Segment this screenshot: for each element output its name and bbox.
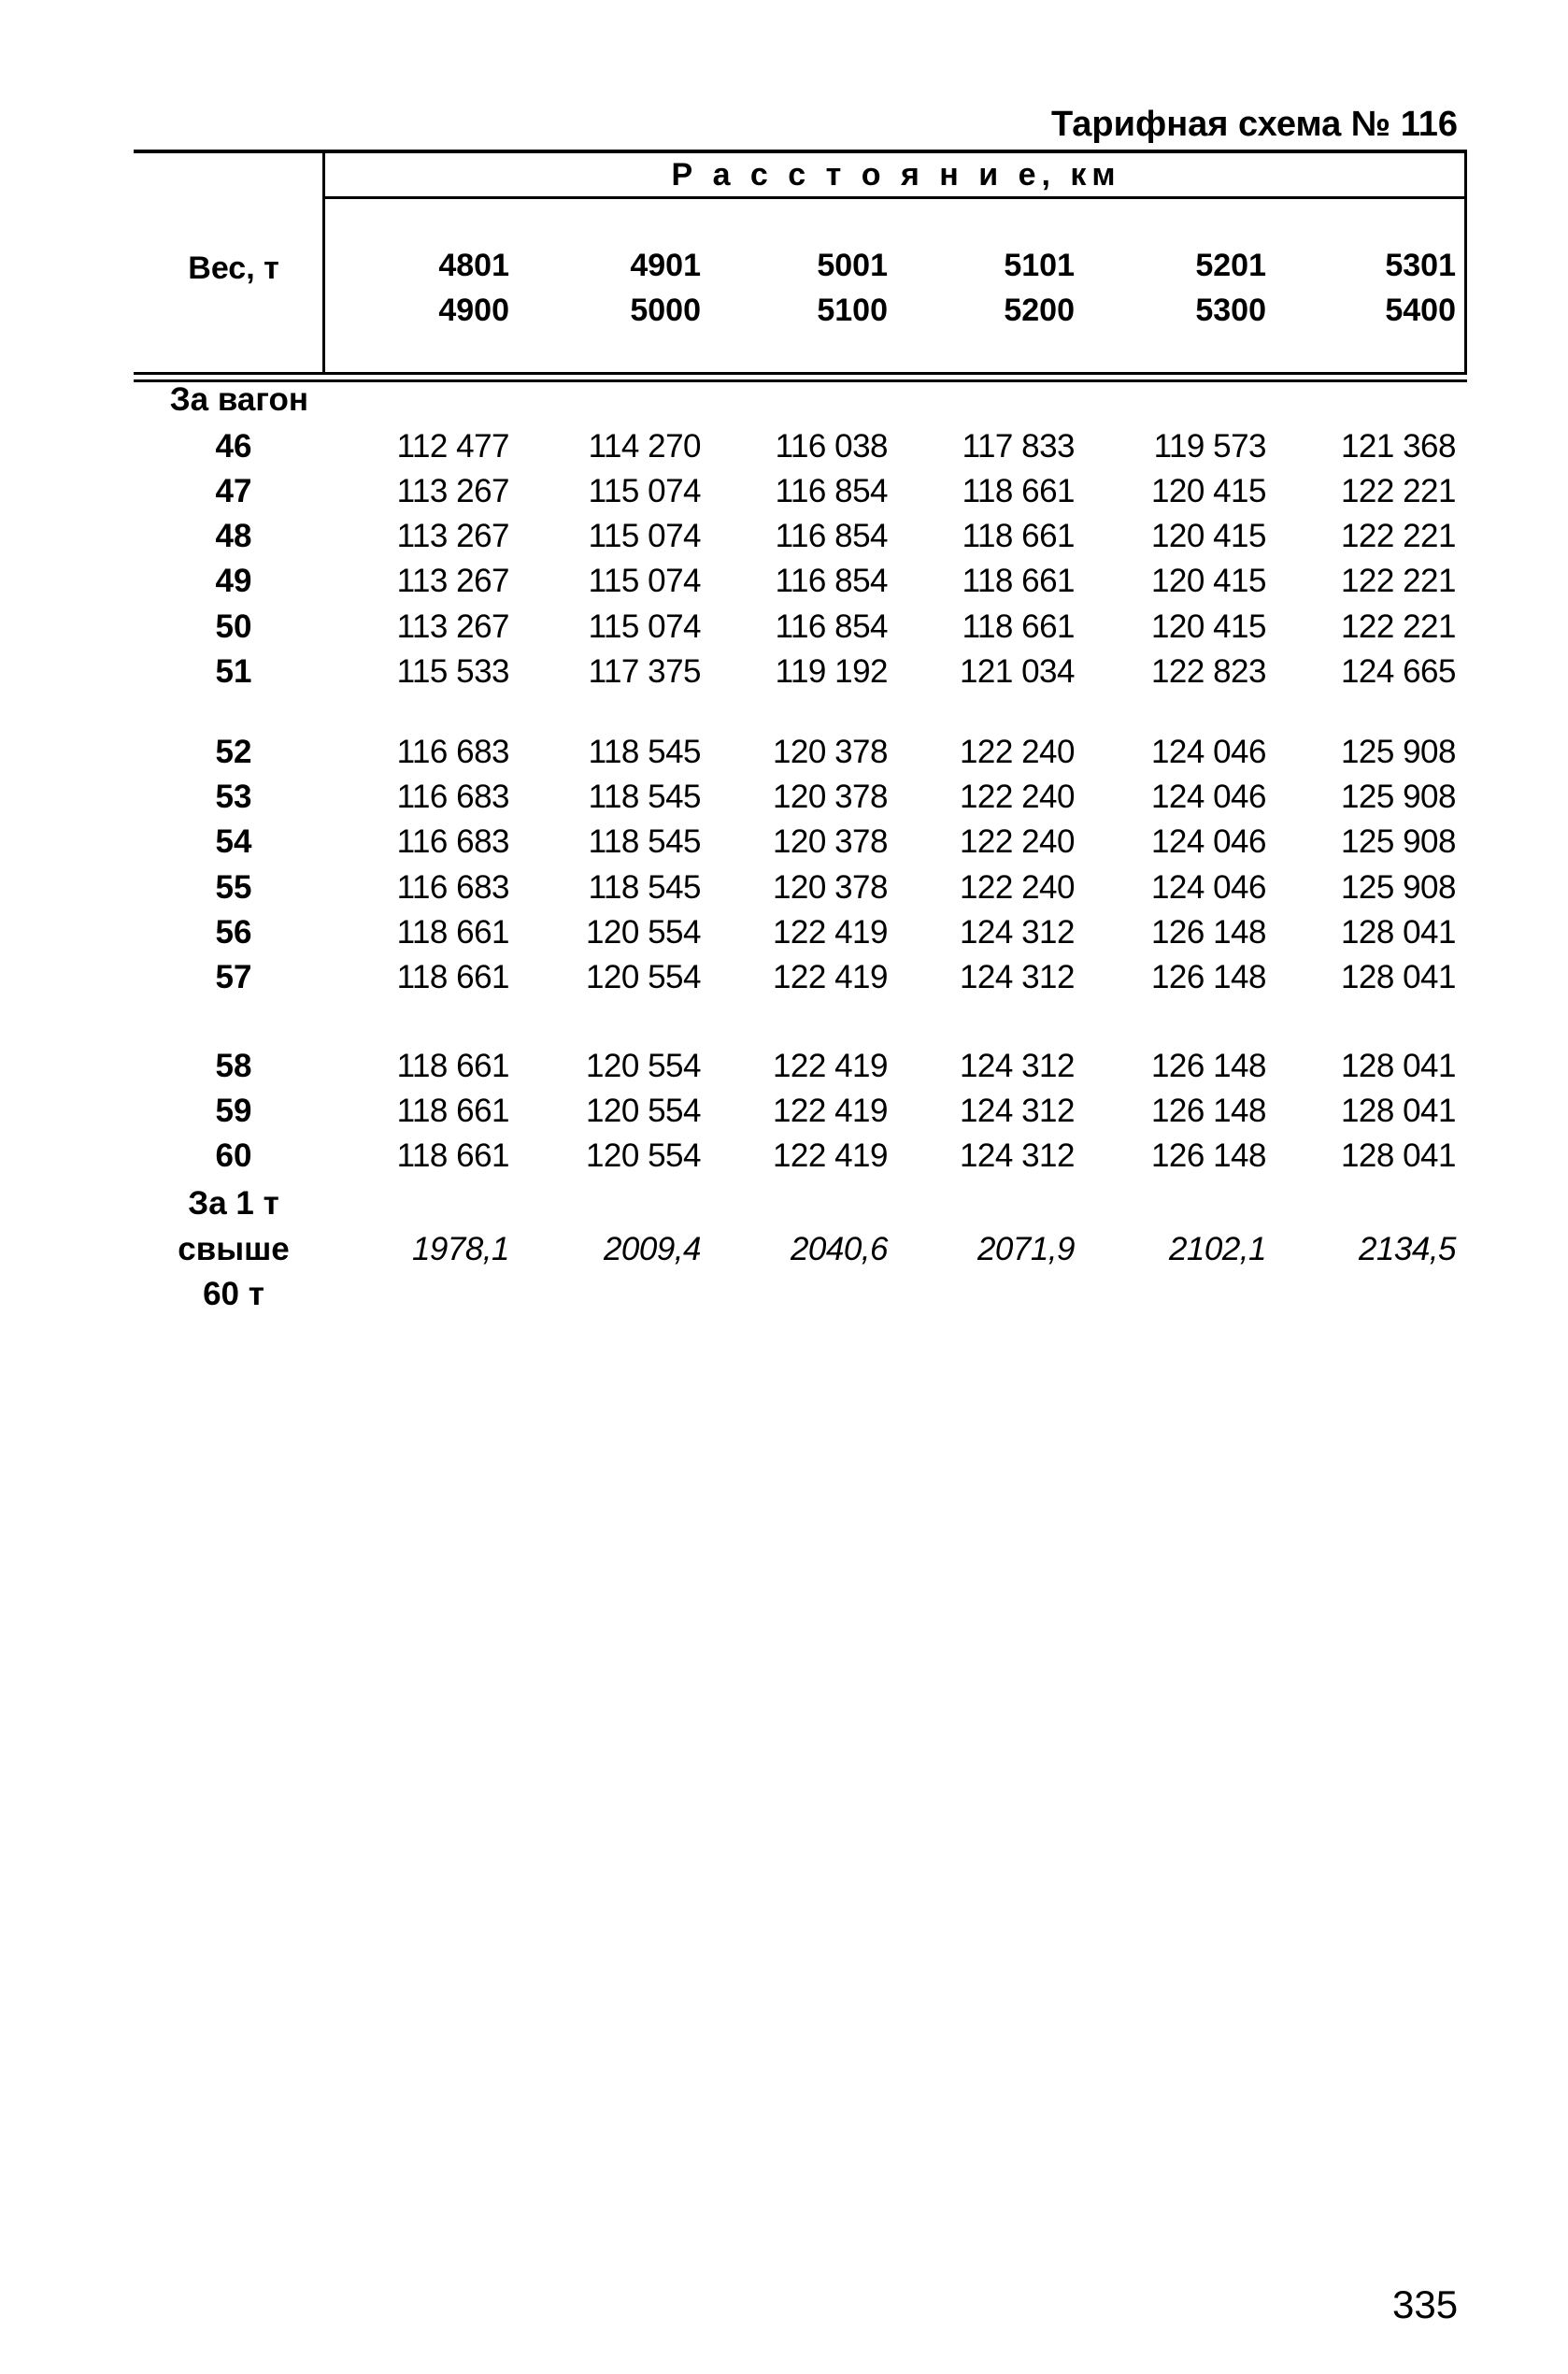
tariff-cell: 118 545 xyxy=(588,779,701,815)
tariff-cell: 115 074 xyxy=(588,473,701,509)
column-header-2 xyxy=(514,243,701,333)
tariff-cell: 124 046 xyxy=(1150,779,1266,815)
weight-cell: 56 xyxy=(215,914,252,951)
tariff-cell: 120 554 xyxy=(585,1137,701,1174)
tariff-cell: 118 661 xyxy=(962,518,1075,554)
tariff-cell: 118 661 xyxy=(396,1048,509,1084)
tariff-cell: 113 267 xyxy=(396,518,509,554)
tariff-cell: 120 554 xyxy=(585,959,701,995)
weight-header: Вес, т xyxy=(188,250,279,286)
tariff-cell: 122 221 xyxy=(1340,608,1456,645)
tariff-cell: 122 240 xyxy=(959,869,1075,906)
tariff-cell: 128 041 xyxy=(1340,1048,1456,1084)
tariff-cell: 128 041 xyxy=(1340,1137,1456,1174)
tariff-cell: 120 378 xyxy=(772,734,888,770)
page-number: 335 xyxy=(1392,2282,1459,2326)
tariff-cell: 122 419 xyxy=(772,1093,888,1129)
tariff-cell: 120 415 xyxy=(1150,608,1266,645)
weight-cell: 48 xyxy=(215,518,252,554)
column-header-from: 5301 xyxy=(1385,248,1456,283)
tariff-cell: 120 378 xyxy=(772,779,888,815)
tariff-cell: 122 419 xyxy=(772,959,888,995)
tariff-cell: 120 415 xyxy=(1150,518,1266,554)
tariff-cell: 116 683 xyxy=(396,869,509,906)
column-header-to: 5300 xyxy=(1195,293,1266,328)
header-bottom-double-rule-2 xyxy=(134,379,1467,382)
tariff-cell: 118 661 xyxy=(396,914,509,951)
tariff-cell: 124 046 xyxy=(1150,734,1266,770)
column-header-to: 4900 xyxy=(438,293,509,328)
tariff-cell: 118 661 xyxy=(962,608,1075,645)
per-ton-label-line: 60 т xyxy=(203,1276,264,1312)
tariff-cell: 125 908 xyxy=(1340,823,1456,860)
tariff-cell: 126 148 xyxy=(1150,1048,1266,1084)
tariff-cell: 124 312 xyxy=(959,1048,1075,1084)
column-header-to: 5200 xyxy=(1004,293,1075,328)
tariff-cell: 120 378 xyxy=(772,869,888,906)
tariff-cell: 122 823 xyxy=(1150,653,1266,690)
tariff-cell: 116 683 xyxy=(396,779,509,815)
column-header-to: 5400 xyxy=(1385,293,1456,328)
tariff-cell: 118 661 xyxy=(962,473,1075,509)
per-ton-cell: 2071,9 xyxy=(976,1231,1075,1267)
tariff-cell: 120 378 xyxy=(772,823,888,860)
tariff-cell: 115 074 xyxy=(588,518,701,554)
per-ton-cell: 1978,1 xyxy=(411,1231,509,1267)
column-header-from: 5201 xyxy=(1195,248,1266,283)
column-header-4 xyxy=(888,243,1075,333)
tariff-cell: 122 221 xyxy=(1340,473,1456,509)
tariff-cell: 126 148 xyxy=(1150,959,1266,995)
per-ton-cell: 2134,5 xyxy=(1358,1231,1456,1267)
weight-cell: 52 xyxy=(215,734,252,770)
column-header-from: 5101 xyxy=(1004,248,1075,283)
tariff-cell: 118 661 xyxy=(962,563,1075,599)
tariff-cell: 118 661 xyxy=(396,1137,509,1174)
per-ton-cell: 2009,4 xyxy=(603,1231,701,1267)
tariff-cell: 122 240 xyxy=(959,734,1075,770)
tariff-cell: 115 074 xyxy=(588,608,701,645)
column-header-5 xyxy=(1079,243,1266,333)
weight-cell: 57 xyxy=(215,959,252,995)
tariff-cell: 122 419 xyxy=(772,1137,888,1174)
weight-cell: 59 xyxy=(215,1093,252,1129)
tariff-cell: 118 661 xyxy=(396,959,509,995)
weight-cell: 55 xyxy=(215,869,252,906)
column-header-to: 5100 xyxy=(817,293,888,328)
tariff-cell: 122 240 xyxy=(959,779,1075,815)
column-header-from: 4901 xyxy=(630,248,701,283)
tariff-cell: 122 240 xyxy=(959,823,1075,860)
per-ton-label-line: свыше xyxy=(178,1231,290,1267)
tariff-cell: 116 038 xyxy=(775,428,888,465)
tariff-cell: 125 908 xyxy=(1340,779,1456,815)
weight-cell: 50 xyxy=(215,608,252,645)
weight-cell: 49 xyxy=(215,563,252,599)
tariff-cell: 117 375 xyxy=(588,653,701,690)
tariff-cell: 116 854 xyxy=(775,608,888,645)
tariff-cell: 120 415 xyxy=(1150,563,1266,599)
tariff-cell: 124 312 xyxy=(959,1137,1075,1174)
page-title: Тарифная схема № 116 xyxy=(1050,105,1458,144)
tariff-cell: 122 221 xyxy=(1340,563,1456,599)
tariff-cell: 120 554 xyxy=(585,1048,701,1084)
tariff-cell: 118 545 xyxy=(588,823,701,860)
tariff-cell: 124 312 xyxy=(959,914,1075,951)
per-ton-cell: 2102,1 xyxy=(1168,1231,1266,1267)
tariff-cell: 118 661 xyxy=(396,1093,509,1129)
tariff-cell: 124 046 xyxy=(1150,869,1266,906)
tariff-cell: 116 854 xyxy=(775,518,888,554)
tariff-cell: 124 312 xyxy=(959,959,1075,995)
weight-cell: 53 xyxy=(215,779,252,815)
tariff-cell: 120 554 xyxy=(585,914,701,951)
tariff-cell: 115 533 xyxy=(396,653,509,690)
tariff-cell: 114 270 xyxy=(588,428,701,465)
tariff-cell: 126 148 xyxy=(1150,914,1266,951)
tariff-cell: 118 545 xyxy=(588,734,701,770)
weight-cell: 46 xyxy=(215,428,252,465)
tariff-cell: 120 415 xyxy=(1150,473,1266,509)
tariff-cell: 119 573 xyxy=(1153,428,1266,465)
column-header-6 xyxy=(1269,243,1456,333)
weight-cell: 54 xyxy=(215,823,252,860)
tariff-cell: 118 545 xyxy=(588,869,701,906)
tariff-cell: 113 267 xyxy=(396,563,509,599)
distance-box-bottom-rule xyxy=(322,196,1467,199)
tariff-cell: 126 148 xyxy=(1150,1137,1266,1174)
weight-cell: 51 xyxy=(215,653,252,690)
tariff-cell: 116 683 xyxy=(396,734,509,770)
tariff-cell: 112 477 xyxy=(396,428,509,465)
per-ton-cell: 2040,6 xyxy=(790,1231,888,1267)
tariff-cell: 122 419 xyxy=(772,1048,888,1084)
tariff-cell: 121 368 xyxy=(1340,428,1456,465)
tariff-cell: 115 074 xyxy=(588,563,701,599)
tariff-cell: 124 046 xyxy=(1150,823,1266,860)
tariff-cell: 128 041 xyxy=(1340,914,1456,951)
tariff-cell: 126 148 xyxy=(1150,1093,1266,1129)
column-header-from: 5001 xyxy=(817,248,888,283)
tariff-cell: 116 683 xyxy=(396,823,509,860)
tariff-cell: 119 192 xyxy=(775,653,888,690)
column-header-from: 4801 xyxy=(438,248,509,283)
column-header-to: 5000 xyxy=(630,293,701,328)
weight-cell: 47 xyxy=(215,473,252,509)
tariff-cell: 116 854 xyxy=(775,563,888,599)
tariff-cell: 113 267 xyxy=(396,473,509,509)
tariff-cell: 122 419 xyxy=(772,914,888,951)
tariff-cell: 113 267 xyxy=(396,608,509,645)
tariff-cell: 124 312 xyxy=(959,1093,1075,1129)
weight-cell: 60 xyxy=(215,1137,252,1174)
section-label-per-wagon: За вагон xyxy=(169,381,308,418)
tariff-cell: 125 908 xyxy=(1340,869,1456,906)
tariff-cell: 117 833 xyxy=(962,428,1075,465)
column-header-1 xyxy=(322,243,509,333)
tariff-cell: 128 041 xyxy=(1340,1093,1456,1129)
per-ton-label-line: За 1 т xyxy=(188,1185,279,1222)
tariff-cell: 128 041 xyxy=(1340,959,1456,995)
tariff-cell: 122 221 xyxy=(1340,518,1456,554)
distance-header: Р а с с т о я н и е, км xyxy=(671,157,1121,193)
tariff-cell: 125 908 xyxy=(1340,734,1456,770)
header-bottom-double-rule-1 xyxy=(134,372,1467,375)
tariff-cell: 124 665 xyxy=(1340,653,1456,690)
weight-cell: 58 xyxy=(215,1048,252,1084)
tariff-cell: 120 554 xyxy=(585,1093,701,1129)
tariff-cell: 116 854 xyxy=(775,473,888,509)
header-top-rule xyxy=(134,150,1467,153)
column-header-3 xyxy=(701,243,888,333)
tariff-cell: 121 034 xyxy=(959,653,1075,690)
